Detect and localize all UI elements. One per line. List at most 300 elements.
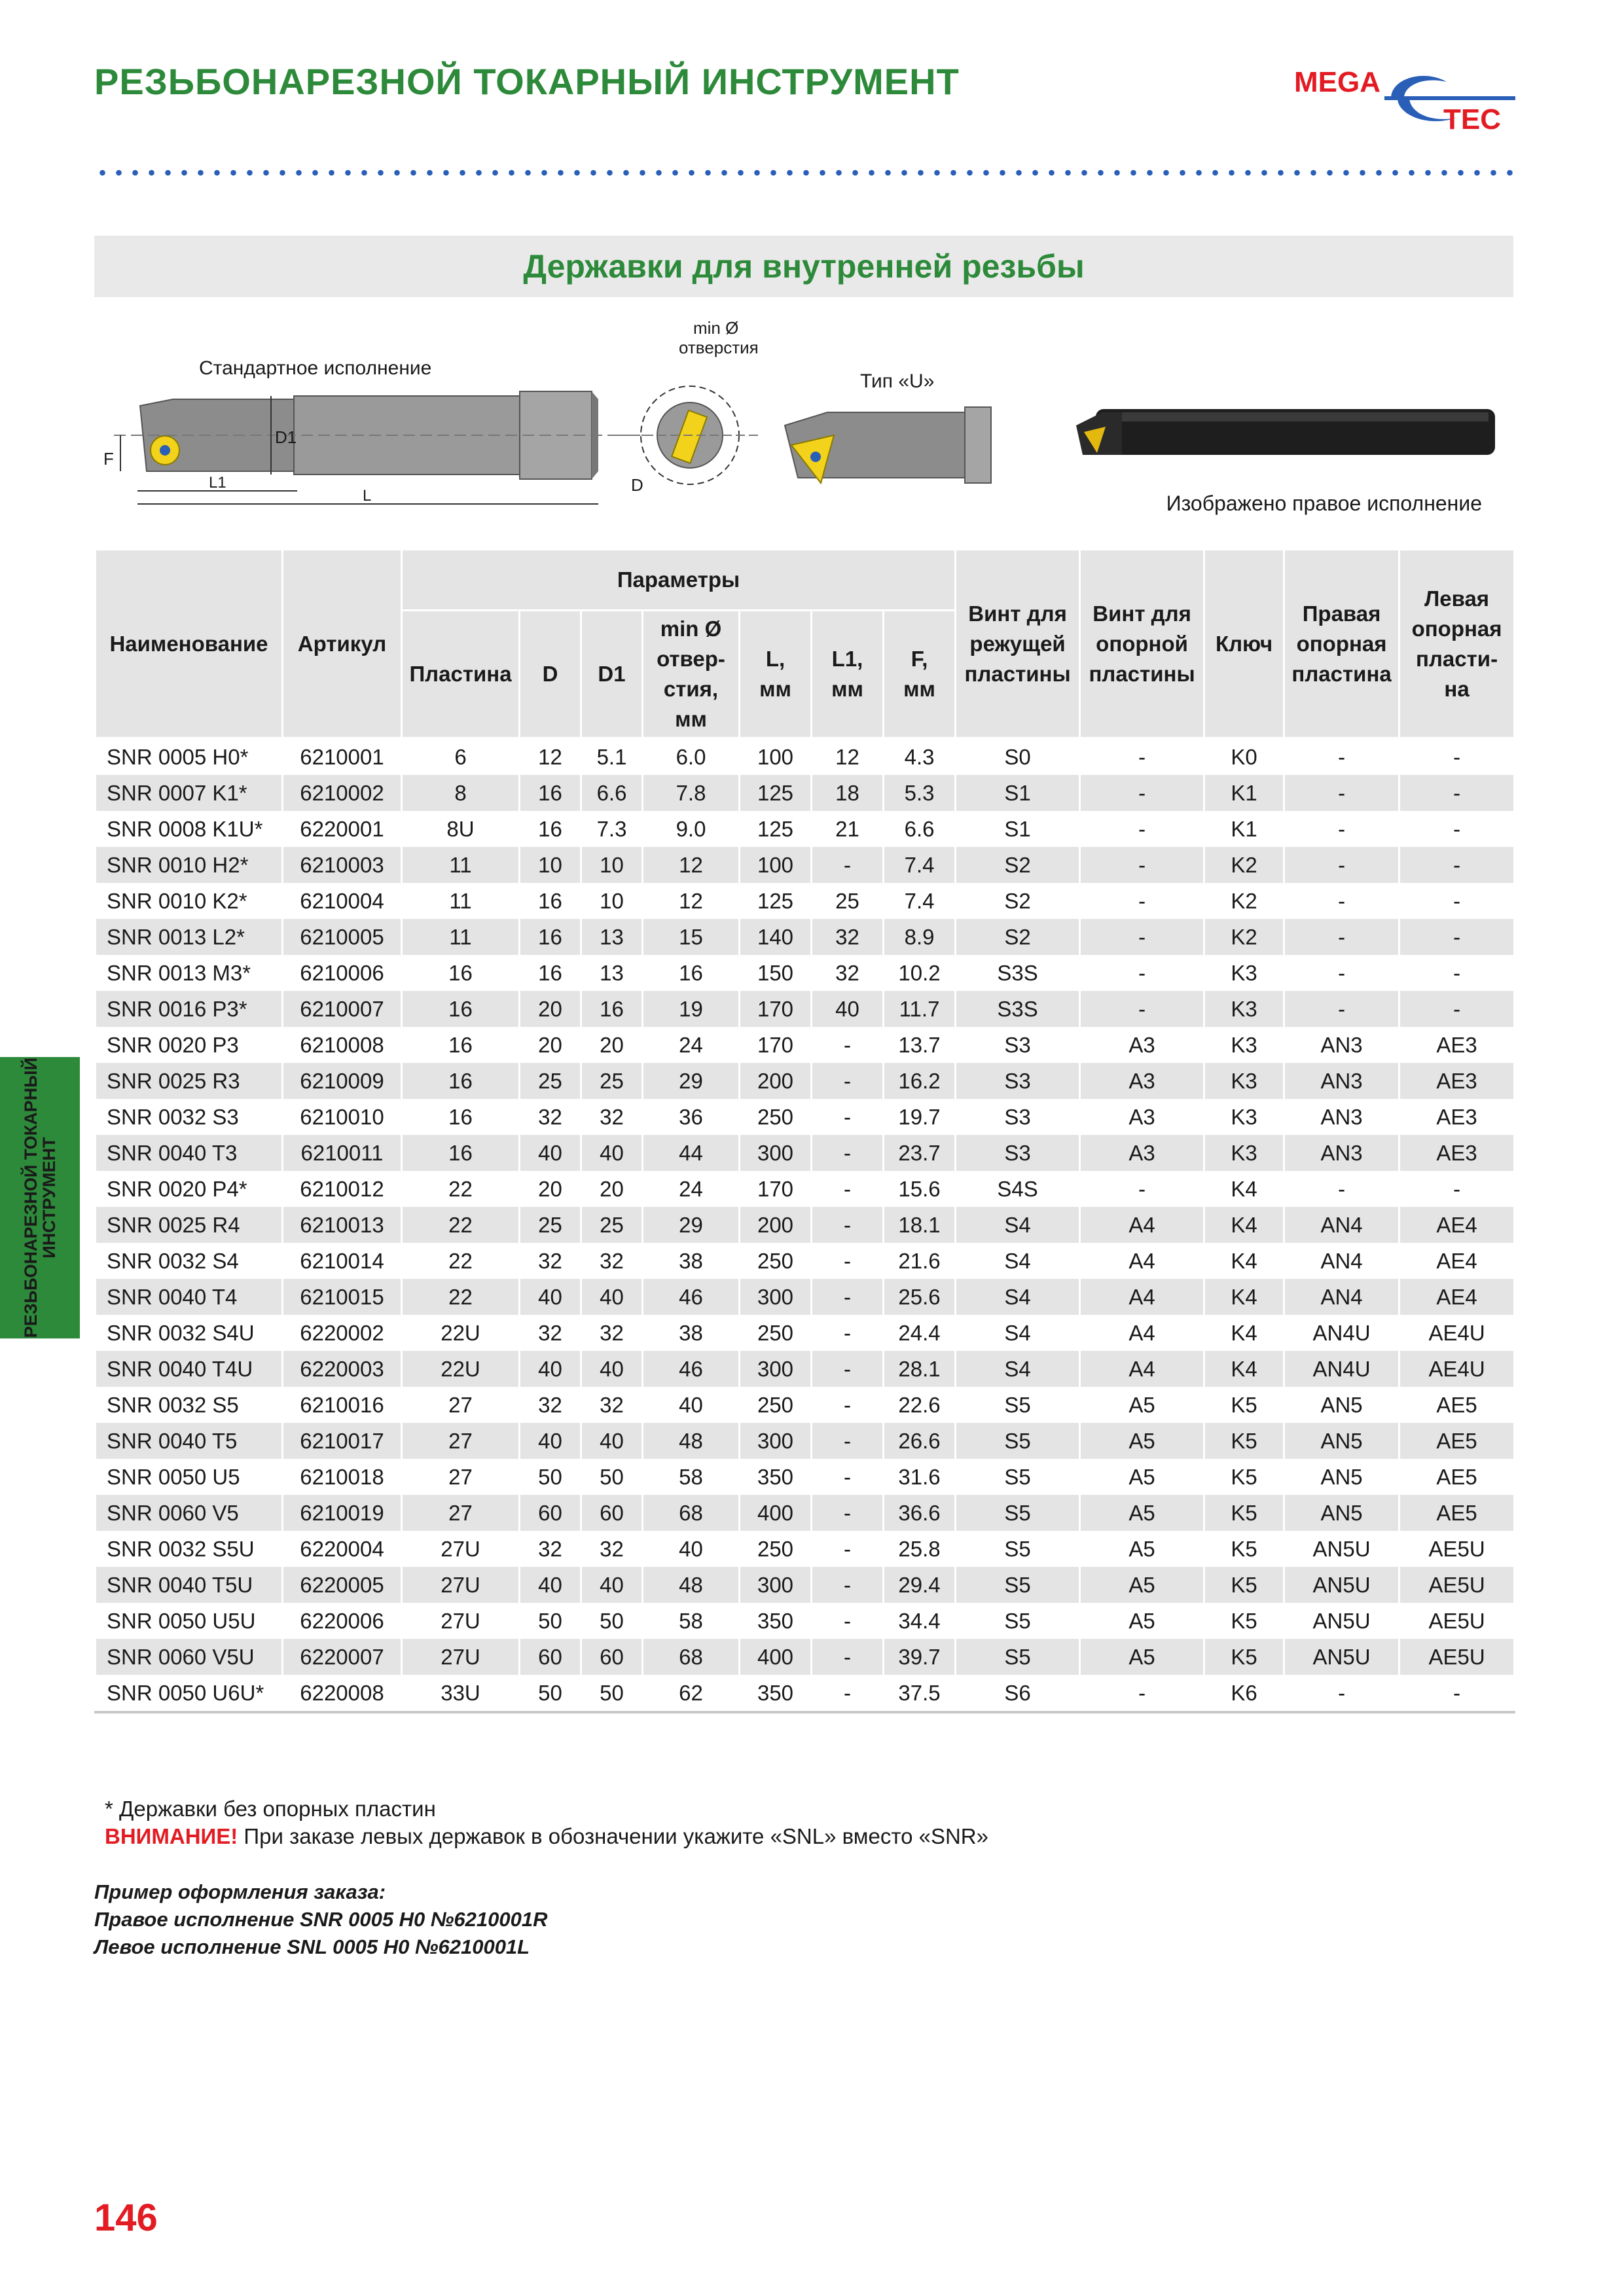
table-cell: 16	[520, 919, 581, 955]
table-cell: 6210001	[283, 738, 402, 776]
table-cell: 250	[740, 1531, 812, 1567]
col-header-cutting-screw: Винт для режущей пластины	[956, 550, 1080, 738]
table-cell: AE5	[1399, 1495, 1515, 1531]
table-cell: 40	[520, 1567, 581, 1603]
table-cell: -	[1080, 991, 1204, 1027]
table-cell: 16	[520, 955, 581, 991]
table-cell: 31.6	[884, 1459, 956, 1495]
table-cell: 27U	[402, 1603, 520, 1639]
footnote-no-support-plates: * Державки без опорных пластин	[105, 1797, 436, 1821]
table-cell: S4	[956, 1207, 1080, 1243]
table-cell: K2	[1204, 919, 1284, 955]
page-title: РЕЗЬБОНАРЕЗНОЙ ТОКАРНЫЙ ИНСТРУМЕНТ	[94, 61, 960, 102]
table-cell: AN3	[1284, 1027, 1399, 1063]
table-cell: AN4U	[1284, 1351, 1399, 1387]
table-cell: K4	[1204, 1351, 1284, 1387]
table-cell: 250	[740, 1099, 812, 1135]
table-cell: -	[812, 1603, 884, 1639]
table-cell: SNR 0040 T5U	[96, 1567, 283, 1603]
table-cell: AE5	[1399, 1423, 1515, 1459]
table-cell: 28.1	[884, 1351, 956, 1387]
min-hole-label-1: min Ø	[693, 318, 739, 338]
table-cell: A4	[1080, 1279, 1204, 1315]
table-cell: -	[812, 1675, 884, 1712]
table-cell: -	[1399, 991, 1515, 1027]
page-number: 146	[94, 2197, 158, 2239]
table-cell: SNR 0016 P3*	[96, 991, 283, 1027]
table-cell: S1	[956, 811, 1080, 847]
table-cell: S5	[956, 1603, 1080, 1639]
table-cell: K5	[1204, 1603, 1284, 1639]
table-cell: 6.0	[643, 738, 740, 776]
table-cell: 25.8	[884, 1531, 956, 1567]
col-header-d: D	[520, 611, 581, 738]
table-cell: SNR 0040 T3	[96, 1135, 283, 1171]
table-cell: 300	[740, 1135, 812, 1171]
table-cell: 24	[643, 1027, 740, 1063]
table-cell: 6210008	[283, 1027, 402, 1063]
table-cell: 7.4	[884, 847, 956, 883]
table-cell: K5	[1204, 1387, 1284, 1423]
table-cell: -	[1284, 991, 1399, 1027]
table-cell: 60	[520, 1495, 581, 1531]
table-cell: -	[1080, 955, 1204, 991]
table-cell: AE5U	[1399, 1639, 1515, 1675]
table-cell: 5.1	[581, 738, 643, 776]
table-cell: 6220008	[283, 1675, 402, 1712]
section-banner	[94, 236, 1513, 297]
table-cell: AN3	[1284, 1099, 1399, 1135]
table-cell: 350	[740, 1603, 812, 1639]
table-cell: AE4	[1399, 1243, 1515, 1279]
table-cell: -	[1284, 847, 1399, 883]
table-cell: 50	[520, 1459, 581, 1495]
table-cell: 16	[402, 1063, 520, 1099]
table-cell: -	[1399, 919, 1515, 955]
table-cell: 40	[520, 1423, 581, 1459]
dotted-divider	[94, 169, 1521, 177]
table-cell: K1	[1204, 811, 1284, 847]
table-cell: SNR 0040 T5	[96, 1423, 283, 1459]
table-row	[96, 1459, 1515, 1495]
table-cell: 6210004	[283, 883, 402, 919]
table-cell: SNR 0032 S3	[96, 1099, 283, 1135]
table-cell: 10	[581, 883, 643, 919]
table-cell: 50	[581, 1459, 643, 1495]
table-cell: 29	[643, 1063, 740, 1099]
table-cell: S5	[956, 1567, 1080, 1603]
table-cell: 34.4	[884, 1603, 956, 1639]
table-cell: 6210012	[283, 1171, 402, 1207]
table-cell: 25	[581, 1063, 643, 1099]
table-cell: SNR 0013 M3*	[96, 955, 283, 991]
table-cell: 11	[402, 919, 520, 955]
table-cell: -	[812, 1135, 884, 1171]
table-cell: 250	[740, 1243, 812, 1279]
table-cell: -	[812, 1423, 884, 1459]
table-cell: AN5U	[1284, 1531, 1399, 1567]
table-cell: 60	[520, 1639, 581, 1675]
table-cell: A5	[1080, 1423, 1204, 1459]
table-cell: 125	[740, 775, 812, 811]
table-cell: 32	[581, 1243, 643, 1279]
table-row	[96, 883, 1515, 919]
table-cell: 24	[643, 1171, 740, 1207]
table-cell: 22U	[402, 1351, 520, 1387]
table-cell: 16	[520, 775, 581, 811]
table-cell: K4	[1204, 1243, 1284, 1279]
table-cell: -	[1080, 919, 1204, 955]
table-cell: 10	[520, 847, 581, 883]
table-cell: 6210009	[283, 1063, 402, 1099]
col-header-left-plate: Левая опорная пласти- на	[1399, 550, 1515, 738]
table-cell: 400	[740, 1495, 812, 1531]
table-cell: 46	[643, 1279, 740, 1315]
table-cell: 170	[740, 1171, 812, 1207]
table-cell: 40	[581, 1279, 643, 1315]
table-cell: 32	[520, 1387, 581, 1423]
warning-text: При заказе левых державок в обозначении укажите «SNL» вместо «SNR»	[238, 1824, 988, 1848]
table-cell: -	[812, 1243, 884, 1279]
table-cell: 8U	[402, 811, 520, 847]
table-cell: -	[812, 1207, 884, 1243]
table-cell: 32	[581, 1531, 643, 1567]
table-cell: K5	[1204, 1423, 1284, 1459]
table-cell: 27	[402, 1495, 520, 1531]
table-cell: 6210016	[283, 1387, 402, 1423]
table-cell: AE3	[1399, 1135, 1515, 1171]
table-cell: -	[812, 1063, 884, 1099]
table-cell: 39.7	[884, 1639, 956, 1675]
table-cell: 6210006	[283, 955, 402, 991]
table-row	[96, 1531, 1515, 1567]
table-cell: A4	[1080, 1243, 1204, 1279]
table-cell: A5	[1080, 1387, 1204, 1423]
col-header-plate: Пластина	[402, 611, 520, 738]
table-cell: 200	[740, 1063, 812, 1099]
table-cell: 50	[520, 1675, 581, 1712]
col-header-l1: L1, мм	[812, 611, 884, 738]
table-cell: A5	[1080, 1567, 1204, 1603]
table-cell: K5	[1204, 1459, 1284, 1495]
table-cell: 21.6	[884, 1243, 956, 1279]
table-row	[96, 1243, 1515, 1279]
table-cell: 16	[520, 883, 581, 919]
table-cell: 68	[643, 1495, 740, 1531]
table-cell: 6210011	[283, 1135, 402, 1171]
table-cell: 11.7	[884, 991, 956, 1027]
table-cell: S2	[956, 919, 1080, 955]
table-cell: 32	[520, 1243, 581, 1279]
table-cell: -	[1080, 847, 1204, 883]
table-cell: 8.9	[884, 919, 956, 955]
table-cell: 100	[740, 738, 812, 776]
table-cell: K2	[1204, 883, 1284, 919]
table-cell: SNR 0005 H0*	[96, 738, 283, 776]
table-cell: 25	[520, 1063, 581, 1099]
order-example	[94, 1878, 548, 1961]
table-cell: 350	[740, 1459, 812, 1495]
table-cell: S2	[956, 847, 1080, 883]
table-cell: 16.2	[884, 1063, 956, 1099]
table-row	[96, 1135, 1515, 1171]
table-cell: 4.3	[884, 738, 956, 776]
table-cell: 25	[520, 1207, 581, 1243]
table-cell: 7.8	[643, 775, 740, 811]
table-row	[96, 1315, 1515, 1351]
table-cell: AE3	[1399, 1063, 1515, 1099]
table-row	[96, 1027, 1515, 1063]
table-cell: 12	[643, 883, 740, 919]
table-cell: 16	[402, 1099, 520, 1135]
table-cell: 6210005	[283, 919, 402, 955]
table-row	[96, 919, 1515, 955]
table-row	[96, 1567, 1515, 1603]
photo-caption: Изображено правое исполнение	[1166, 492, 1482, 515]
table-cell: 40	[520, 1279, 581, 1315]
table-cell: 16	[402, 1135, 520, 1171]
table-row	[96, 1675, 1515, 1712]
table-cell: 300	[740, 1567, 812, 1603]
table-cell: SNR 0040 T4U	[96, 1351, 283, 1387]
table-cell: 32	[520, 1531, 581, 1567]
table-cell: SNR 0032 S4	[96, 1243, 283, 1279]
order-example-right: Правое исполнение SNR 0005 H0 №6210001R	[94, 1908, 548, 1931]
table-cell: 170	[740, 1027, 812, 1063]
table-cell: -	[812, 1459, 884, 1495]
table-cell: 32	[581, 1099, 643, 1135]
table-cell: A3	[1080, 1027, 1204, 1063]
table-cell: 15	[643, 919, 740, 955]
logo-mega-text: MEGA	[1294, 66, 1380, 98]
table-cell: 125	[740, 883, 812, 919]
table-cell: -	[1399, 775, 1515, 811]
table-cell: -	[1080, 883, 1204, 919]
side-tab-text	[22, 1058, 58, 1338]
table-cell: 12	[812, 738, 884, 776]
table-cell: S4	[956, 1243, 1080, 1279]
table-cell: S5	[956, 1387, 1080, 1423]
table-cell: K0	[1204, 738, 1284, 776]
table-cell: SNR 0013 L2*	[96, 919, 283, 955]
table-cell: 6210015	[283, 1279, 402, 1315]
table-cell: 10.2	[884, 955, 956, 991]
footnote-warning	[105, 1824, 988, 1849]
table-cell: A3	[1080, 1063, 1204, 1099]
table-cell: SNR 0050 U5	[96, 1459, 283, 1495]
table-cell: K3	[1204, 1063, 1284, 1099]
table-cell: S3	[956, 1099, 1080, 1135]
megatec-logo	[1293, 62, 1528, 134]
tool-holder-figure	[94, 314, 1513, 524]
table-cell: 300	[740, 1423, 812, 1459]
table-cell: AN3	[1284, 1063, 1399, 1099]
table-cell: S4S	[956, 1171, 1080, 1207]
table-cell: 6210003	[283, 847, 402, 883]
table-cell: A4	[1080, 1207, 1204, 1243]
table-cell: 170	[740, 991, 812, 1027]
table-cell: 20	[520, 1027, 581, 1063]
table-cell: K6	[1204, 1675, 1284, 1712]
table-cell: 60	[581, 1639, 643, 1675]
table-cell: 40	[581, 1567, 643, 1603]
table-cell: 22	[402, 1171, 520, 1207]
table-cell: SNR 0060 V5	[96, 1495, 283, 1531]
table-cell: 27U	[402, 1567, 520, 1603]
table-cell: AE5	[1399, 1387, 1515, 1423]
table-cell: 6220007	[283, 1639, 402, 1675]
col-header-right-plate: Правая опорная пластина	[1284, 550, 1399, 738]
table-cell: 13	[581, 919, 643, 955]
table-cell: -	[1399, 1675, 1515, 1712]
logo-tec-text: TEC	[1443, 103, 1501, 134]
col-header-f: F, мм	[884, 611, 956, 738]
table-cell: -	[1399, 883, 1515, 919]
table-cell: -	[1399, 1171, 1515, 1207]
table-row	[96, 811, 1515, 847]
table-cell: 24.4	[884, 1315, 956, 1351]
table-cell: AE4U	[1399, 1315, 1515, 1351]
table-cell: SNR 0020 P3	[96, 1027, 283, 1063]
table-cell: S3S	[956, 991, 1080, 1027]
table-cell: -	[1284, 738, 1399, 776]
table-row	[96, 1207, 1515, 1243]
type-u-drawing	[785, 407, 991, 483]
dim-d-label: D	[631, 475, 643, 495]
table-cell: 250	[740, 1315, 812, 1351]
table-cell: 300	[740, 1279, 812, 1315]
standard-version-label: Стандартное исполнение	[199, 357, 432, 379]
table-cell: S6	[956, 1675, 1080, 1712]
dim-f-label: F	[103, 449, 114, 469]
table-cell: AN5	[1284, 1459, 1399, 1495]
table-cell: A4	[1080, 1351, 1204, 1387]
table-cell: 38	[643, 1315, 740, 1351]
table-cell: 6210018	[283, 1459, 402, 1495]
table-cell: -	[1399, 811, 1515, 847]
table-cell: -	[1399, 738, 1515, 776]
table-cell: A3	[1080, 1135, 1204, 1171]
table-cell: K3	[1204, 1027, 1284, 1063]
table-cell: 6210017	[283, 1423, 402, 1459]
table-cell: 29.4	[884, 1567, 956, 1603]
table-row	[96, 1639, 1515, 1675]
table-cell: K3	[1204, 991, 1284, 1027]
table-cell: -	[1284, 811, 1399, 847]
table-cell: AN5	[1284, 1423, 1399, 1459]
col-header-params: Параметры	[402, 550, 956, 611]
table-cell: AE4	[1399, 1207, 1515, 1243]
table-cell: AE5	[1399, 1459, 1515, 1495]
table-cell: 22.6	[884, 1387, 956, 1423]
col-header-article: Артикул	[283, 550, 402, 738]
table-cell: -	[1284, 919, 1399, 955]
table-cell: AN4	[1284, 1279, 1399, 1315]
table-cell: -	[812, 847, 884, 883]
table-cell: -	[1284, 1171, 1399, 1207]
table-cell: 6210014	[283, 1243, 402, 1279]
table-cell: 16	[402, 955, 520, 991]
table-cell: 6220003	[283, 1351, 402, 1387]
table-cell: 125	[740, 811, 812, 847]
table-cell: 23.7	[884, 1135, 956, 1171]
table-cell: S5	[956, 1639, 1080, 1675]
col-header-key: Ключ	[1204, 550, 1284, 738]
table-row	[96, 955, 1515, 991]
table-cell: 27	[402, 1459, 520, 1495]
col-header-d1: D1	[581, 611, 643, 738]
min-hole-label-2: отверстия	[679, 338, 759, 357]
table-cell: 150	[740, 955, 812, 991]
table-cell: 20	[520, 991, 581, 1027]
table-cell: 350	[740, 1675, 812, 1712]
table-cell: 22U	[402, 1315, 520, 1351]
table-cell: SNR 0032 S5U	[96, 1531, 283, 1567]
table-cell: 11	[402, 847, 520, 883]
table-cell: -	[1080, 775, 1204, 811]
table-cell: 10	[581, 847, 643, 883]
table-cell: 44	[643, 1135, 740, 1171]
table-cell: S5	[956, 1531, 1080, 1567]
table-cell: S2	[956, 883, 1080, 919]
table-cell: K5	[1204, 1495, 1284, 1531]
table-cell: AE3	[1399, 1099, 1515, 1135]
side-tab-line-1: РЕЗЬБОНАРЕЗНОЙ ТОКАРНЫЙ	[21, 1057, 41, 1338]
table-cell: S1	[956, 775, 1080, 811]
table-cell: A5	[1080, 1639, 1204, 1675]
section-title: Державки для внутренней резьбы	[523, 248, 1085, 285]
table-row	[96, 1099, 1515, 1135]
table-cell: -	[1284, 1675, 1399, 1712]
table-cell: -	[1080, 1675, 1204, 1712]
table-cell: S5	[956, 1459, 1080, 1495]
table-row	[96, 1423, 1515, 1459]
table-cell: S4	[956, 1351, 1080, 1387]
table-cell: 12	[520, 738, 581, 776]
warning-label: ВНИМАНИЕ!	[105, 1824, 238, 1848]
table-cell: -	[1080, 1171, 1204, 1207]
table-cell: 6	[402, 738, 520, 776]
table-cell: AN4	[1284, 1243, 1399, 1279]
table-cell: 40	[581, 1135, 643, 1171]
table-cell: AN5U	[1284, 1639, 1399, 1675]
side-tab-line-2: ИНСТРУМЕНТ	[39, 1137, 59, 1259]
table-cell: 6220005	[283, 1567, 402, 1603]
table-cell: 40	[643, 1387, 740, 1423]
table-cell: 300	[740, 1351, 812, 1387]
table-cell: 18	[812, 775, 884, 811]
end-view-drawing	[618, 386, 762, 484]
table-cell: AE4	[1399, 1279, 1515, 1315]
table-cell: 13.7	[884, 1027, 956, 1063]
table-cell: S3	[956, 1135, 1080, 1171]
table-cell: -	[1399, 847, 1515, 883]
table-cell: AN5	[1284, 1495, 1399, 1531]
table-cell: 140	[740, 919, 812, 955]
table-row	[96, 738, 1515, 776]
table-row	[96, 1351, 1515, 1387]
table-cell: 37.5	[884, 1675, 956, 1712]
table-cell: 20	[520, 1171, 581, 1207]
table-cell: 6210002	[283, 775, 402, 811]
table-cell: 40	[643, 1531, 740, 1567]
col-header-min-hole: min Ø отвер- стия, мм	[643, 611, 740, 738]
table-cell: -	[812, 1495, 884, 1531]
table-cell: 68	[643, 1639, 740, 1675]
table-cell: 50	[520, 1603, 581, 1639]
table-cell: SNR 0060 V5U	[96, 1639, 283, 1675]
table-cell: 9.0	[643, 811, 740, 847]
